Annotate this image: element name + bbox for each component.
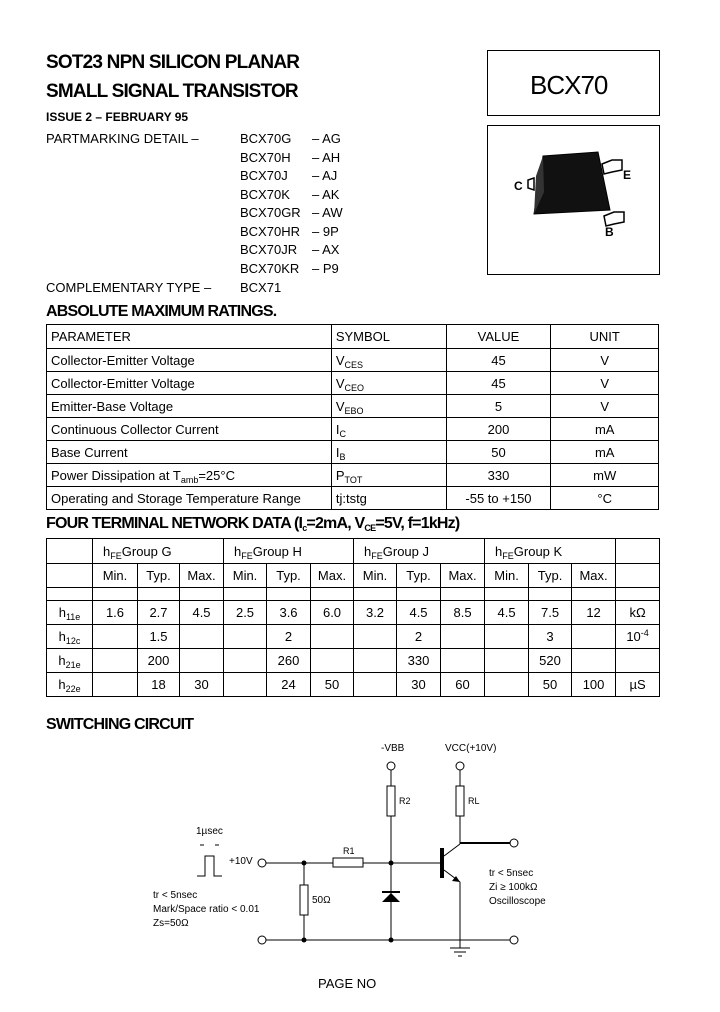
input-rise-time: tr < 5nsec: [153, 890, 198, 901]
diode-icon: [382, 893, 400, 902]
h-symbol: h: [58, 629, 66, 644]
ratings-heading: ABSOLUTE MAXIMUM RATINGS.: [46, 303, 277, 320]
partmarking-part: BCX70KR: [240, 260, 300, 276]
param-text-tail: =25°C: [198, 467, 235, 483]
data-cell: 4.5: [397, 601, 441, 625]
col-header: Typ.: [529, 564, 572, 588]
partmarking-mark: – 9P: [312, 223, 339, 239]
param-cell: Continuous Collector Current: [47, 418, 332, 441]
col-header: Min.: [224, 564, 267, 588]
col-header: Typ.: [138, 564, 180, 588]
col-header: Min.: [485, 564, 529, 588]
junction-dot: [389, 861, 394, 866]
partmarking-mark: – AH: [312, 149, 341, 165]
param-cell: Emitter-Base Voltage: [47, 395, 332, 418]
col-header: Max.: [572, 564, 616, 588]
value-cell: -55 to +150: [446, 487, 551, 510]
hfe-h: h: [234, 543, 242, 559]
data-cell: 7.5: [529, 601, 572, 625]
symbol-cell: tj:tstg: [331, 487, 446, 510]
h-sub: 12c: [65, 636, 81, 646]
title-line-2: SMALL SIGNAL TRANSISTOR: [46, 81, 298, 102]
pulse-icon: [197, 856, 222, 876]
group-label: Group J: [382, 543, 430, 559]
data-cell: 60: [441, 673, 485, 697]
source-impedance: Zs=50Ω: [153, 918, 189, 929]
partmarking-part: BCX70G: [240, 131, 292, 146]
hfe-h: h: [103, 543, 111, 559]
col-header: Min.: [354, 564, 397, 588]
h-sub: 11e: [65, 612, 81, 622]
data-cell: 3: [529, 625, 572, 649]
data-cell: 200: [138, 649, 180, 673]
pulse-width-label: 1µsec: [196, 826, 223, 837]
r2-label: R2: [399, 796, 411, 806]
title-line-1: SOT23 NPN SILICON PLANAR: [46, 52, 300, 73]
data-cell: 8.5: [441, 601, 485, 625]
r50-label: 50Ω: [312, 895, 331, 906]
hfe-sub: FE: [241, 550, 253, 561]
symbol-main: I: [335, 444, 340, 460]
group-label: Group G: [121, 543, 172, 559]
col-header: Max.: [311, 564, 354, 588]
data-cell: 2.5: [224, 601, 267, 625]
unit-cell: mA: [551, 418, 659, 441]
data-cell: 30: [180, 673, 224, 697]
issue-date: ISSUE 2 – FEBRUARY 95: [46, 110, 189, 124]
data-cell: 50: [529, 673, 572, 697]
unit-cell: mW: [551, 464, 659, 487]
output-rise-time: tr < 5nsec: [489, 868, 534, 879]
partmarking-mark: – AG: [312, 131, 341, 146]
vcc-label: VCC(+10V): [445, 743, 497, 754]
partmarking-part: BCX70JR: [240, 242, 298, 257]
data-cell: 50: [311, 673, 354, 697]
unit-exponent: -4: [640, 628, 649, 638]
input-terminal-icon: [258, 859, 266, 867]
partmarking-part: BCX70HR: [240, 223, 300, 239]
data-cell: 4.5: [180, 601, 224, 625]
data-cell: 260: [267, 649, 311, 673]
h-symbol: h: [58, 677, 66, 692]
data-cell: 100: [572, 673, 616, 697]
pin-c-label: C: [514, 179, 523, 193]
value-cell: 200: [446, 418, 551, 441]
data-cell: 520: [529, 649, 572, 673]
symbol-main: V: [335, 398, 345, 414]
mark-space-ratio: Mark/Space ratio < 0.01: [153, 904, 260, 915]
hfe-h: h: [364, 543, 372, 559]
header-value: VALUE: [446, 325, 551, 349]
plus10v-label: +10V: [229, 856, 253, 867]
symbol-sub: CES: [344, 359, 364, 370]
data-cell: 330: [397, 649, 441, 673]
vcc-terminal-icon: [456, 762, 464, 770]
switching-heading: SWITCHING CIRCUIT: [46, 716, 194, 733]
value-cell: 330: [446, 464, 551, 487]
r1-resistor-icon: [333, 858, 363, 867]
output-ground-terminal-icon: [510, 936, 518, 944]
symbol-sub: C: [339, 428, 346, 439]
value-cell: 50: [446, 441, 551, 464]
unit-cell: mA: [551, 441, 659, 464]
header-unit: UNIT: [551, 325, 659, 349]
param-cell: Operating and Storage Temperature Range: [47, 487, 332, 510]
col-header: Min.: [93, 564, 138, 588]
h-sub: 21e: [65, 660, 81, 670]
oscilloscope-label: Oscilloscope: [489, 896, 546, 907]
r1-label: R1: [343, 846, 355, 856]
param-cell: Base Current: [47, 441, 332, 464]
symbol-sub: TOT: [344, 474, 363, 485]
part-number: BCX70: [530, 70, 608, 100]
ftn-heading-a: FOUR TERMINAL NETWORK DATA (I: [46, 515, 303, 532]
h-sub: 22e: [65, 684, 81, 694]
value-cell: 5: [446, 395, 551, 418]
r2-resistor-icon: [387, 786, 395, 816]
col-header: Typ.: [397, 564, 441, 588]
symbol-main: V: [335, 352, 345, 368]
data-cell: 2: [397, 625, 441, 649]
symbol-sub: CEO: [344, 382, 365, 393]
pin-e-label: E: [623, 168, 632, 182]
h-symbol: h: [58, 605, 66, 620]
partmarking-mark: – AX: [312, 242, 340, 257]
hfe-sub: FE: [502, 550, 514, 561]
header-parameter: PARAMETER: [47, 325, 332, 349]
data-cell: 4.5: [485, 601, 529, 625]
group-label: Group H: [252, 543, 302, 559]
hfe-h: h: [495, 543, 503, 559]
page-number: PAGE NO: [318, 976, 377, 991]
symbol-main: V: [335, 375, 345, 391]
data-cell: 2: [267, 625, 311, 649]
header-symbol: SYMBOL: [331, 325, 446, 349]
data-cell: 1.5: [138, 625, 180, 649]
complementary-label: COMPLEMENTARY TYPE –: [46, 280, 212, 295]
symbol-sub: B: [339, 451, 346, 462]
param-cell: Collector-Emitter Voltage: [47, 349, 332, 372]
group-label: Group K: [513, 543, 563, 559]
col-header: Max.: [441, 564, 485, 588]
col-header: Typ.: [267, 564, 311, 588]
partmarking-part: BCX70H: [240, 149, 291, 165]
unit-cell: V: [551, 349, 659, 372]
input-impedance: Zi ≥ 100kΩ: [489, 882, 538, 893]
partmarking-mark: – AJ: [312, 168, 338, 183]
data-cell: 12: [572, 601, 616, 625]
col-header: Max.: [180, 564, 224, 588]
unit-cell: V: [551, 372, 659, 395]
symbol-sub: EBO: [344, 405, 364, 416]
r50-resistor-icon: [300, 885, 308, 915]
pin-b-label: B: [605, 225, 614, 239]
rl-resistor-icon: [456, 786, 464, 816]
data-cell: 3.6: [267, 601, 311, 625]
hfe-sub: FE: [110, 550, 122, 561]
ftn-heading-sub1: c: [302, 523, 307, 533]
symbol-main: P: [335, 467, 345, 483]
data-cell: 3.2: [354, 601, 397, 625]
data-cell: 18: [138, 673, 180, 697]
partmarking-label: PARTMARKING DETAIL –: [46, 131, 199, 146]
junction-dot: [302, 861, 307, 866]
param-sub: amb: [180, 474, 199, 485]
partmarking-part: BCX70K: [240, 186, 290, 202]
ftn-heading-c: =5V, f=1kHz): [375, 515, 460, 532]
ftn-heading-sub2: CE: [364, 523, 376, 533]
value-cell: 45: [446, 372, 551, 395]
data-cell: 6.0: [311, 601, 354, 625]
data-cell: 24: [267, 673, 311, 697]
vbb-terminal-icon: [387, 762, 395, 770]
complementary-value: BCX71: [240, 280, 282, 295]
ftn-heading-b: =2mA, V: [306, 515, 365, 532]
partmarking-mark: – AK: [312, 186, 340, 202]
unit-cell: °C: [551, 487, 659, 510]
partmarking-mark: – AW: [312, 205, 343, 220]
junction-dot: [302, 938, 307, 943]
value-cell: 45: [446, 349, 551, 372]
unit-cell: kΩ: [616, 601, 660, 625]
partmarking-part: BCX70J: [240, 168, 288, 183]
vbb-label: -VBB: [381, 743, 405, 754]
rl-label: RL: [468, 796, 480, 806]
unit-cell: µS: [616, 673, 660, 697]
param-text: Power Dissipation at T: [51, 467, 181, 483]
input-ground-terminal-icon: [258, 936, 266, 944]
hfe-sub: FE: [371, 550, 383, 561]
partmarking-part: BCX70GR: [240, 205, 301, 220]
output-terminal-icon: [510, 839, 518, 847]
data-cell: 1.6: [93, 601, 138, 625]
unit-cell: V: [551, 395, 659, 418]
junction-dot: [389, 938, 394, 943]
unit-base: 10: [626, 629, 641, 644]
data-cell: 30: [397, 673, 441, 697]
h-symbol: h: [58, 653, 66, 668]
symbol-main: I: [335, 421, 340, 437]
param-cell: Collector-Emitter Voltage: [47, 372, 332, 395]
partmarking-mark: – P9: [312, 260, 339, 276]
data-cell: 2.7: [138, 601, 180, 625]
